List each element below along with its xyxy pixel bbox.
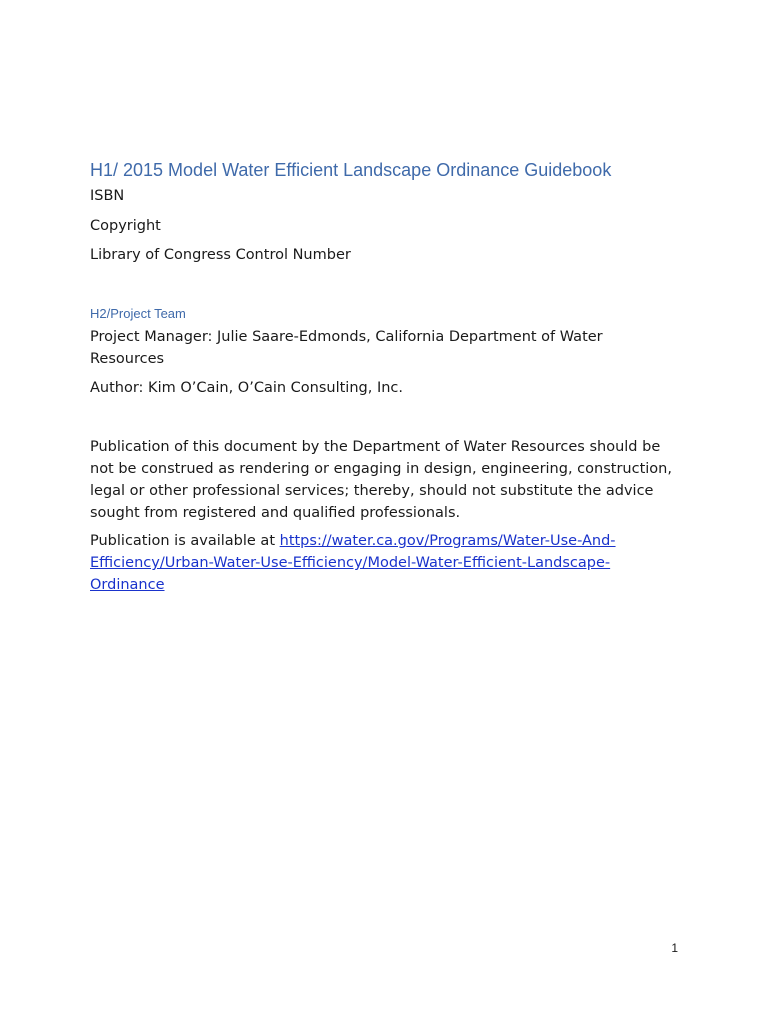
availability-prefix: Publication is available at	[90, 533, 280, 549]
author-text: Author: Kim O’Cain, O’Cain Consulting, Inc.	[90, 380, 403, 396]
project-team-heading: H2/Project Team	[90, 306, 186, 321]
loc-control-number-label: Library of Congress Control Number	[90, 247, 351, 263]
publication-link[interactable]: https://water.ca.gov/Programs/Water-Use-And-Efficiency/Urban-Water-Use-Efficiency/Model-Water-Efficient-Landscape-Ordinance	[90, 533, 616, 593]
project-manager-text: Project Manager: Julie Saare-Edmonds, California Department of Water Resources	[90, 329, 603, 367]
page-number: 1	[671, 941, 678, 955]
copyright-label: Copyright	[90, 218, 161, 234]
document-title: H1/ 2015 Model Water Efficient Landscape Ordinance Guidebook	[90, 160, 612, 180]
availability-paragraph	[90, 530, 680, 596]
isbn-label: ISBN	[90, 188, 125, 204]
disclaimer-paragraph: Publication of this document by the Department of Water Resources should be not be construed as rendering or engaging in design, engineering, construction, legal or other professional services; thereby, should not substitute the advice sought from registered and qualified professionals.	[90, 439, 672, 521]
